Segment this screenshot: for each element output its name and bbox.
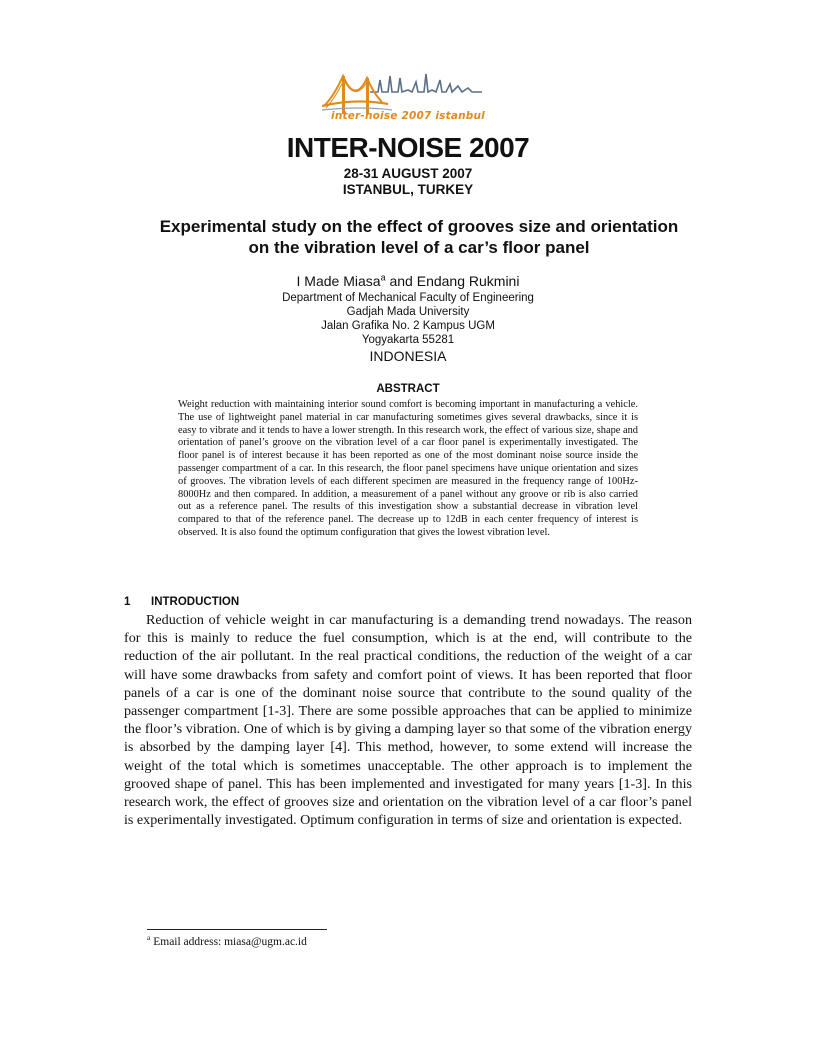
introduction-paragraph: Reduction of vehicle weight in car manufacturing is a demanding trend nowadays. The reason for this is mainly to reduce the fuel consumption, which is at the end, will contribute to the reduction of the air pollutant. In the real practical conditions, the reduction of the weight of a car will have some drawbacks from safety and comfort point of views. It has been reported that floor panels of a car is one of the dominant noise source that contribute to the sound quality of the passenger compartment [1-3]. There are some possible approaches that can be applied to minimize the floor’s vibration. One of which is by giving a damping layer so that some of the vibration energy is absorbed by the damping layer [4]. This method, however, to some extend will increase the weight of the total which is sometimes unacceptable. The other approach is to implement the grooved shape of panel. This has been implemented and investigated for many years [1-3]. In this research work, the effect of grooves size and orientation on the vibration level of a car floor’s panel is experimentally investigated. Optimum configuration in terms of size and orientation is expected. — [124, 612, 692, 829]
author-list — [0, 273, 816, 289]
affiliation-line: Department of Mechanical Faculty of Engineering — [282, 292, 534, 304]
abstract-text: Weight reduction with maintaining interior sound comfort is becoming important in manufacturing a vehicle. The use of lightweight panel material in car manufacturing sometimes gives several drawbacks, since it is easy to vibrate and it tends to have a lower strength. In this research work, the effect of various size, shape and orientation of panel’s groove on the vibration level of a car floor panel is experimentally investigated. The floor panel is of interest because it has been reported as one of the most dominant noise source inside the passenger compartment of a car. In this research, the floor panel specimens have unique orientation and sizes of grooves. The vibration levels of each different specimen are measured in the frequency range of 100Hz-8000Hz and then compared. In addition, a measurement of a panel without any groove or rib is also carried out as a reference panel. The results of this investigation show a substantial decrease in vibration level compared to that of the reference panel. The decrease up to 12dB in each center frequency of interest is observed. It is also found the optimum configuration that gives the lowest vibration level. — [178, 399, 638, 538]
conference-title: INTER-NOISE 2007 — [286, 132, 530, 163]
section-title: INTRODUCTION — [151, 596, 240, 608]
footnote — [147, 933, 307, 948]
paper-title-line-2: on the vibration level of a car’s floor panel — [248, 238, 590, 257]
author-1: I Made Miasa — [296, 273, 381, 289]
conference-location: ISTANBUL, TURKEY — [342, 182, 474, 197]
paper-title-line-1: Experimental study on the effect of grooves size and orientation — [159, 217, 679, 236]
affiliation-line: Jalan Grafika No. 2 Kampus UGM — [321, 320, 495, 332]
affiliation-line: Gadjah Mada University — [346, 306, 470, 318]
conference-dates: 28-31 AUGUST 2007 — [343, 166, 473, 181]
affiliation-line: Yogyakarta 55281 — [361, 334, 455, 346]
abstract-heading: ABSTRACT — [376, 383, 440, 395]
section-number: 1 — [124, 596, 131, 608]
paper-title — [120, 216, 718, 258]
section-heading — [124, 596, 239, 608]
logo-caption: inter-noise 2007 istanbul — [331, 110, 485, 122]
author-conjunction: and — [385, 273, 417, 289]
affiliation-country: INDONESIA — [369, 348, 447, 364]
footnote-text: Email address: miasa@ugm.ac.id — [150, 936, 307, 948]
author-1-footnote-mark: a — [380, 272, 386, 283]
footnote-mark: a — [147, 933, 151, 943]
footnote-divider — [147, 929, 327, 930]
author-2: Endang Rukmini — [416, 273, 520, 289]
